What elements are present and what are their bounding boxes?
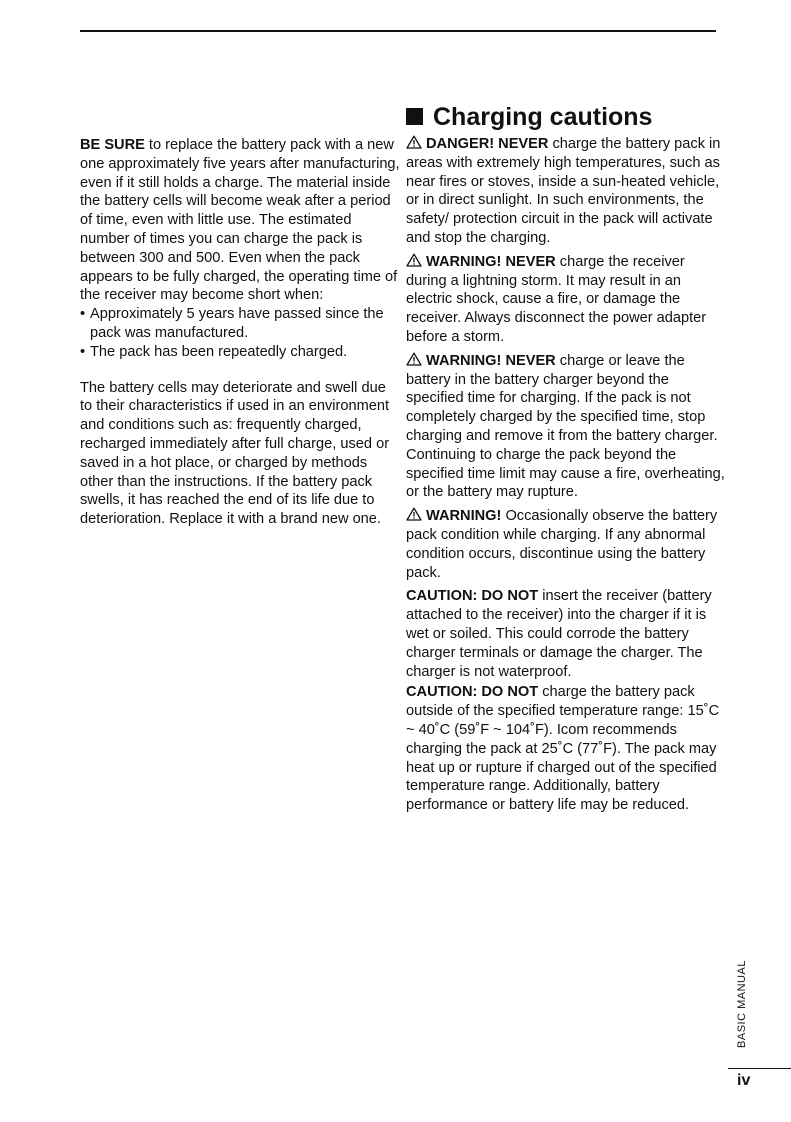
- caution-lead: CAUTION: DO NOT: [406, 588, 539, 605]
- warning-triangle-icon: [406, 352, 422, 366]
- black-square-icon: [406, 108, 423, 125]
- warning-lead: WARNING!: [426, 508, 502, 525]
- section-title-text: Charging cautions: [433, 103, 653, 131]
- warning-lead: WARNING! NEVER: [426, 352, 556, 369]
- danger-text: charge the battery pack in areas with extremely high temperatures, such as near fires or stoves, inside a sun-heated vehicle, or in direct sunlight. In such environments, the safety/ protection circuit in the pack will activate and stop the charging.: [406, 136, 721, 246]
- warning-triangle-icon: [406, 507, 422, 521]
- warning-block: [406, 352, 726, 502]
- bullet-item: • Approximately 5 years have passed since the pack was manufactured.: [80, 305, 400, 343]
- caution-block: [406, 683, 726, 815]
- page-number: iv: [737, 1072, 751, 1089]
- caution-block: [406, 587, 726, 681]
- section-title: [406, 101, 652, 133]
- battery-replacement-text: to replace the battery pack with a new one approximately five years after manufacturing, even if it still holds a charge. The material inside the battery cells will become weak after a period of time, even with little use. The estimated number of times you can charge the pack is between 300 and 500. Even when the pack appears to be fully charged, the operating time of the receiver may become short when:: [80, 137, 400, 304]
- warning-text: charge or leave the battery in the battery charger beyond the specified time for charging. If the pack is not completely charged by the specified time, stop charging and remove it from the battery charger. Continuing to charge the pack beyond the specified time limit may cause a fire, overheating, or the battery may rupture.: [406, 352, 725, 501]
- bullet-list: [80, 305, 400, 361]
- warning-block: [406, 253, 726, 347]
- side-label-text: BASIC MANUAL: [736, 960, 748, 1048]
- warning-text: Occasionally observe the battery pack condition while charging. If any abnormal condition occurs, discontinue using the battery pack.: [406, 508, 718, 581]
- warning-lead: WARNING! NEVER: [426, 253, 556, 270]
- danger-lead: DANGER! NEVER: [426, 136, 549, 152]
- danger-block: [406, 135, 726, 248]
- battery-swell-paragraph: The battery cells may deteriorate and swell due to their characteristics if used in an environment and conditions such as: frequently charged, recharged immediately after full charge, used or saved in a hot place, or charged by methods other than the instructions. If the battery pack swells, it has reached the end of its life due to deterioration. Replace it with a brand new one.: [80, 379, 390, 528]
- right-column: [406, 135, 726, 817]
- battery-replacement-paragraph: [80, 136, 400, 305]
- side-label: [734, 956, 750, 1056]
- be-sure-lead: BE SURE: [80, 137, 145, 153]
- caution-text: charge the battery pack outside of the specified temperature range: 15˚C ~ 40˚C (59˚F ~ 104˚F). Icom recommends charging the pack at 25˚C (77˚F). The pack may heat up or rupture if charged out of the specified temperature range. Additionally, battery performance or battery life may be reduced.: [406, 684, 720, 814]
- caution-text: insert the receiver (battery attached to the receiver) into the charger if it is wet or soiled. This could corrode the battery charger terminals or damage the charger. The charger is not waterproof.: [406, 588, 712, 680]
- top-rule: [80, 30, 716, 32]
- warning-block: [406, 507, 726, 582]
- side-rule: [728, 1068, 791, 1069]
- left-column: [80, 136, 400, 529]
- warning-text: charge the receiver during a lightning storm. It may result in an electric shock, cause a fire, or damage the receiver. Always disconnect the power adapter before a storm.: [406, 253, 707, 345]
- warning-triangle-icon: [406, 253, 422, 267]
- caution-lead: CAUTION: DO NOT: [406, 684, 539, 701]
- warning-triangle-icon: [406, 135, 422, 149]
- bullet-item: • The pack has been repeatedly charged.: [80, 343, 400, 362]
